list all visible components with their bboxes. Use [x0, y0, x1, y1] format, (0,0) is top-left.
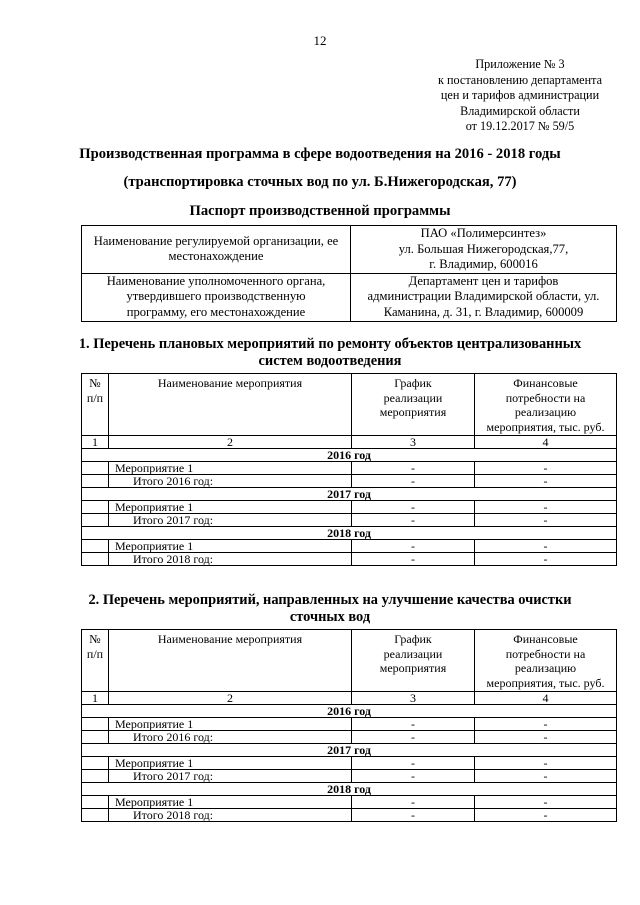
header-name	[109, 374, 352, 436]
row-num	[82, 514, 109, 527]
finance-value: -	[475, 501, 617, 514]
passport-table	[81, 225, 617, 322]
passport-label-authority	[82, 273, 351, 321]
passport-value-line: администрации Владимирской области, ул.	[367, 289, 600, 304]
row-num	[82, 809, 109, 822]
section2-title-line: сточных вод	[289, 609, 371, 625]
appendix-line: цен и тарифов администрации	[440, 88, 600, 102]
total-label: Итого 2018 год:	[109, 553, 352, 566]
passport-value-authority	[351, 273, 617, 321]
year-row: 2017 год	[82, 488, 617, 501]
col-number: 1	[82, 436, 109, 449]
event-name: Мероприятие 1	[109, 757, 352, 770]
finance-value: -	[475, 770, 617, 783]
passport-value-organization	[351, 226, 617, 274]
total-label: Итого 2018 год:	[109, 809, 352, 822]
header-schedule-line: мероприятия	[379, 661, 447, 675]
passport-label-line: утвердившего производственную	[126, 289, 306, 304]
row-num	[82, 718, 109, 731]
row-num	[82, 540, 109, 553]
header-finance-line: потребности на	[505, 646, 586, 661]
page-number: 12	[313, 33, 327, 48]
row-num	[82, 770, 109, 783]
finance-value: -	[475, 540, 617, 553]
passport-label-line: Наименование уполномоченного органа,	[106, 273, 326, 288]
section1-title	[60, 336, 600, 370]
total-label: Итого 2017 год:	[109, 514, 352, 527]
row-num	[82, 757, 109, 770]
col-number: 1	[82, 692, 109, 705]
passport-label-organization	[82, 226, 351, 274]
header-num-line: п/п	[86, 646, 104, 661]
appendix-line: к постановлению департамента	[438, 72, 602, 87]
event-name: Мероприятие 1	[109, 796, 352, 809]
section2-title	[60, 592, 600, 626]
section1-title-line: систем водоотведения	[258, 353, 402, 369]
schedule-value: -	[352, 796, 475, 809]
schedule-value: -	[352, 475, 475, 488]
finance-value: -	[475, 718, 617, 731]
appendix-line: Приложение № 3	[475, 57, 565, 71]
finance-value: -	[475, 475, 617, 488]
col-number: 2	[109, 692, 352, 705]
header-finance	[475, 374, 617, 436]
header-schedule-line: реализации	[383, 390, 443, 405]
year-row: 2018 год	[82, 783, 617, 796]
header-num-line: №	[89, 376, 101, 390]
schedule-value: -	[352, 770, 475, 783]
event-name: Мероприятие 1	[109, 540, 352, 553]
finance-value: -	[475, 796, 617, 809]
header-num-line: №	[89, 632, 101, 646]
col-number: 3	[352, 692, 475, 705]
schedule-value: -	[352, 757, 475, 770]
finance-value: -	[475, 514, 617, 527]
schedule-value: -	[352, 809, 475, 822]
header-finance-line: Финансовые	[513, 632, 578, 646]
finance-value: -	[475, 757, 617, 770]
header-schedule-line: График	[394, 376, 432, 390]
year-row: 2016 год	[82, 449, 617, 462]
header-name-text: Наименование мероприятия	[157, 376, 303, 390]
year-row: 2017 год	[82, 744, 617, 757]
header-name	[109, 630, 352, 692]
event-name: Мероприятие 1	[109, 462, 352, 475]
header-num	[82, 630, 109, 692]
schedule-value: -	[352, 514, 475, 527]
schedule-value: -	[352, 462, 475, 475]
document-title: Производственная программа в сфере водоотведения на 2016 - 2018 годы	[79, 146, 561, 162]
col-number: 4	[475, 692, 617, 705]
section1-table	[81, 373, 617, 566]
total-label: Итого 2017 год:	[109, 770, 352, 783]
col-number: 3	[352, 436, 475, 449]
row-num	[82, 796, 109, 809]
header-finance-line: реализацию	[514, 661, 577, 675]
row-num	[82, 501, 109, 514]
row-num	[82, 462, 109, 475]
year-row: 2016 год	[82, 705, 617, 718]
col-number: 2	[109, 436, 352, 449]
total-label: Итого 2016 год:	[109, 731, 352, 744]
row-num	[82, 475, 109, 488]
section2-title-line: 2. Перечень мероприятий, направленных на улучшение качества очистки	[88, 592, 572, 608]
appendix-line: от 19.12.2017 № 59/5	[465, 119, 575, 133]
schedule-value: -	[352, 553, 475, 566]
header-num-line: п/п	[86, 390, 104, 405]
total-label: Итого 2016 год:	[109, 475, 352, 488]
schedule-value: -	[352, 718, 475, 731]
header-name-text: Наименование мероприятия	[157, 632, 303, 646]
header-finance	[475, 630, 617, 692]
header-finance-line: мероприятия, тыс. руб.	[486, 675, 605, 690]
section1-title-line: 1. Перечень плановых мероприятий по ремонту объектов централизованных	[78, 336, 582, 352]
passport-value-line: Департамент цен и тарифов	[408, 273, 559, 288]
col-number: 4	[475, 436, 617, 449]
passport-title: Паспорт производственной программы	[189, 203, 451, 219]
year-row: 2018 год	[82, 527, 617, 540]
passport-label-line: программу, его местонахождение	[126, 304, 306, 319]
appendix-line: Владимирской области	[460, 103, 580, 118]
finance-value: -	[475, 731, 617, 744]
section2-table	[81, 629, 617, 822]
passport-value-line: ул. Большая Нижегородская,77,	[398, 241, 569, 256]
header-schedule	[352, 630, 475, 692]
header-schedule-line: реализации	[383, 646, 443, 661]
schedule-value: -	[352, 540, 475, 553]
header-schedule-line: мероприятия	[379, 405, 447, 419]
header-num	[82, 374, 109, 436]
schedule-value: -	[352, 501, 475, 514]
appendix-block	[420, 57, 620, 135]
finance-value: -	[475, 462, 617, 475]
passport-label-text: Наименование регулируемой организации, ее местонахождение	[93, 233, 339, 264]
header-finance-line: Финансовые	[513, 376, 578, 390]
finance-value: -	[475, 809, 617, 822]
passport-value-line: г. Владимир, 600016	[429, 257, 538, 271]
passport-value-line: ПАО «Полимерсинтез»	[420, 226, 547, 240]
header-schedule-line: График	[394, 632, 432, 646]
passport-value-line: Каманина, д. 31, г. Владимир, 600009	[383, 304, 584, 319]
document-subtitle: (транспортировка сточных вод по ул. Б.Нижегородская, 77)	[123, 174, 517, 190]
event-name: Мероприятие 1	[109, 718, 352, 731]
event-name: Мероприятие 1	[109, 501, 352, 514]
finance-value: -	[475, 553, 617, 566]
row-num	[82, 553, 109, 566]
header-schedule	[352, 374, 475, 436]
header-finance-line: потребности на	[505, 390, 586, 405]
schedule-value: -	[352, 731, 475, 744]
header-finance-line: мероприятия, тыс. руб.	[486, 419, 605, 434]
row-num	[82, 731, 109, 744]
header-finance-line: реализацию	[514, 405, 577, 419]
